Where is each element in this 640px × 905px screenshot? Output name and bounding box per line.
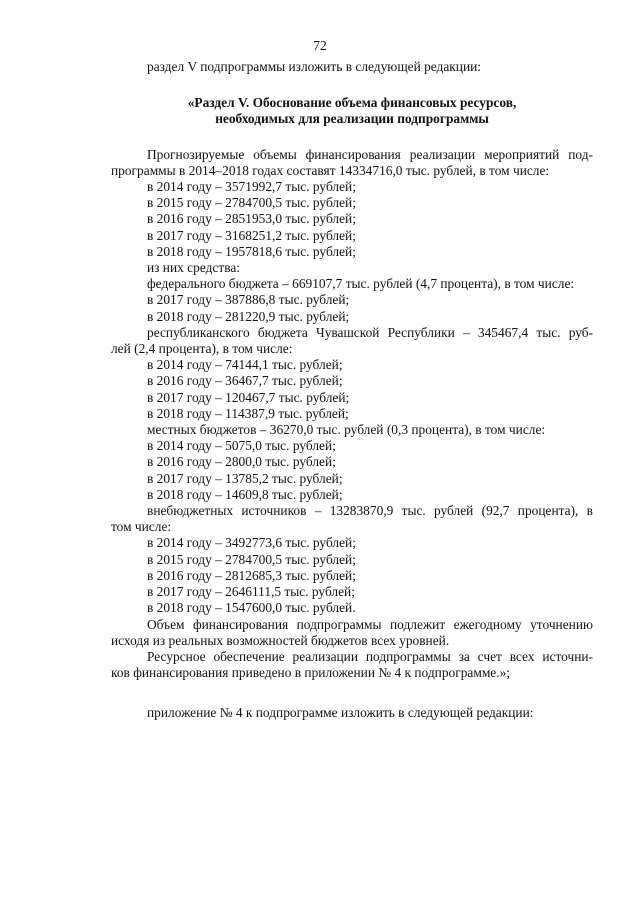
total-year-2017: в 2017 году – 3168251,2 тыс. рублей; bbox=[147, 227, 356, 243]
extra-year-2017: в 2017 году – 2646111,5 тыс. рублей; bbox=[147, 584, 355, 600]
federal-year-2017: в 2017 году – 387886,8 тыс. рублей; bbox=[147, 292, 350, 308]
para1-line-1: Прогнозируемые объемы финансирования реализации мероприятий под- bbox=[147, 146, 593, 162]
local-year-2016: в 2016 году – 2800,0 тыс. рублей; bbox=[147, 454, 336, 470]
extra-year-2015: в 2015 году – 2784700,5 тыс. рублей; bbox=[147, 551, 356, 567]
republic-heading-line-1: республиканского бюджета Чувашской Республики – 345467,4 тыс. руб- bbox=[147, 324, 593, 340]
refine-line-2: исходя из реальных возможностей бюджетов всех уровней. bbox=[111, 632, 450, 648]
local-year-2018: в 2018 году – 14609,8 тыс. рублей; bbox=[147, 486, 343, 502]
extra-year-2014: в 2014 году – 3492773,6 тыс. рублей; bbox=[147, 535, 356, 551]
local-year-2017: в 2017 году – 13785,2 тыс. рублей; bbox=[147, 470, 343, 486]
para1-line-2: программы в 2014–2018 годах составят 14334716,0 тыс. рублей, в том числе: bbox=[111, 162, 550, 178]
heading-line-1: «Раздел V. Обоснование объема финансовых ресурсов, bbox=[187, 95, 517, 111]
extra-year-2016: в 2016 году – 2812685,3 тыс. рублей; bbox=[147, 567, 356, 583]
resource-line-1: Ресурсное обеспечение реализации подпрограммы за счет всех источни- bbox=[147, 648, 593, 664]
appendix-line: приложение № 4 к подпрограмме изложить в следующей редакции: bbox=[147, 705, 534, 721]
total-year-2014: в 2014 году – 3571992,7 тыс. рублей; bbox=[147, 179, 356, 195]
local-year-2014: в 2014 году – 5075,0 тыс. рублей; bbox=[147, 438, 336, 454]
refine-line-1: Объем финансирования подпрограммы подлежит ежегодному уточнению bbox=[147, 616, 593, 632]
of-which-line: из них средства: bbox=[147, 260, 241, 276]
extra-heading-line-2: том числе: bbox=[111, 519, 172, 535]
total-year-2016: в 2016 году – 2851953,0 тыс. рублей; bbox=[147, 211, 356, 227]
spacer bbox=[111, 128, 593, 147]
federal-heading: федерального бюджета – 669107,7 тыс. рублей (4,7 процента), в том числе: bbox=[147, 276, 575, 292]
total-year-2018: в 2018 году – 1957818,6 тыс. рублей; bbox=[147, 243, 356, 259]
spacer bbox=[111, 681, 593, 705]
total-year-2015: в 2015 году – 2784700,5 тыс. рублей; bbox=[147, 195, 356, 211]
republic-year-2017: в 2017 году – 120467,7 тыс. рублей; bbox=[147, 389, 350, 405]
document-body bbox=[111, 59, 593, 722]
extra-heading-line-1: внебюджетных источников – 13283870,9 тыс. рублей (92,7 процента), в bbox=[147, 503, 593, 519]
republic-year-2016: в 2016 году – 36467,7 тыс. рублей; bbox=[147, 373, 343, 389]
section-heading bbox=[111, 95, 593, 127]
page-number: 72 bbox=[313, 38, 327, 53]
federal-year-2018: в 2018 году – 281220,9 тыс. рублей; bbox=[147, 308, 350, 324]
resource-line-2: ков финансирования приведено в приложении № 4 к подпрограмме.»; bbox=[111, 665, 510, 681]
republic-heading-line-2: лей (2,4 процента), в том числе: bbox=[111, 341, 293, 357]
republic-year-2014: в 2014 году – 74144,1 тыс. рублей; bbox=[147, 357, 343, 373]
local-heading: местных бюджетов – 36270,0 тыс. рублей (0,3 процента), в том числе: bbox=[147, 422, 546, 438]
extra-year-2018: в 2018 году – 1547600,0 тыс. рублей. bbox=[147, 600, 356, 616]
intro-line: раздел V подпрограммы изложить в следующей редакции: bbox=[147, 59, 482, 74]
republic-year-2018: в 2018 году – 114387,9 тыс. рублей; bbox=[147, 405, 349, 421]
heading-line-2: необходимых для реализации подпрограммы bbox=[215, 111, 489, 127]
